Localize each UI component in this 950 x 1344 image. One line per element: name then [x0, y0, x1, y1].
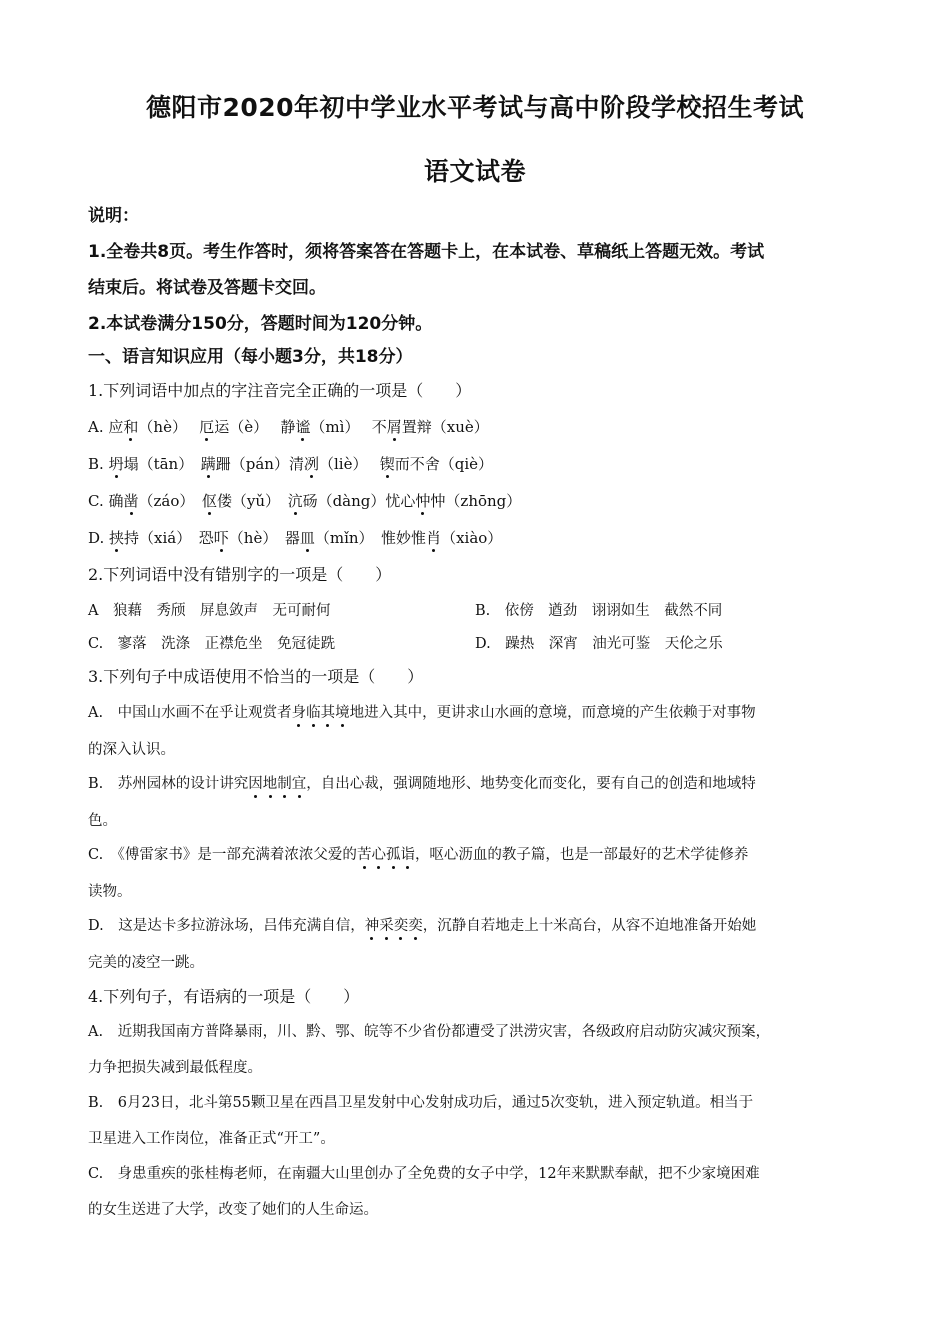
- question-4-stem: 4.下列句子，有语病的一项是（ ）: [88, 987, 360, 1006]
- word-part: （mì）: [310, 418, 372, 436]
- word-part: 运（è）: [214, 418, 281, 436]
- question-1-stem: 1.下列词语中加点的字注音完全正确的一项是（ ）: [88, 381, 472, 400]
- question-4-option-b: B. 6月23日，北斗第55颗卫星在西昌卫星发射中心发射成功后，通过5次变轨，进入预定轨道。相当于: [88, 1095, 754, 1111]
- dotted-char: 苦: [356, 847, 372, 863]
- dotted-char: 诣: [400, 847, 415, 863]
- dotted-char: 其: [320, 705, 336, 721]
- word-part: 砀（dàng）: [302, 492, 386, 510]
- option-d-text-pre: D. 这是达卡多拉游泳场，吕伟充满自信，: [88, 918, 365, 934]
- question-4-option-a-line-2: 力争把损失减到最低程度。: [88, 1060, 262, 1076]
- question-3-option-a: [88, 703, 756, 723]
- dotted-char: 境: [335, 705, 350, 721]
- question-3-option-d-line-2: 完美的凌空一跳。: [88, 955, 204, 971]
- dotted-char: 伛: [201, 492, 217, 510]
- option-c-text-post: ，呕心沥血的教子篇，也是一部最好的艺术学徒修养: [414, 847, 749, 863]
- exam-title: 德阳市2020年初中学业水平考试与高中阶段学校招生考试: [145, 93, 805, 122]
- word-part: （liè）: [318, 455, 380, 473]
- word-part: 塌（tān）: [123, 455, 201, 473]
- word-part: 恐: [198, 529, 214, 547]
- dotted-char: 坍: [108, 455, 124, 473]
- word-part: 静: [280, 418, 296, 436]
- question-4-option-c: C. 身患重疾的张桂梅老师，在南疆大山里创办了全免费的女子中学，12年来默默奉献，把不少家境困难: [88, 1166, 760, 1182]
- question-3-option-b-line-2: 色。: [88, 813, 117, 829]
- dotted-char: 皿: [299, 529, 315, 547]
- word-part: 忧心: [385, 492, 416, 510]
- question-3-stem: 3.下列句子中成语使用不恰当的一项是（ ）: [88, 667, 424, 686]
- question-1-option-d: [88, 528, 502, 548]
- question-2-option-d: D. 躁热 深宵 油光可鉴 天伦之乐: [475, 636, 723, 652]
- word-part: （mǐn）: [314, 529, 382, 547]
- word-part: 清: [288, 455, 304, 473]
- dotted-char: 吓: [213, 529, 229, 547]
- notes-item-1-line-2: 结束后。将试卷及答题卡交回。: [88, 278, 326, 298]
- word-part: 惟妙惟: [381, 529, 427, 547]
- dotted-char: 身: [291, 705, 307, 721]
- word-part: 确: [108, 492, 124, 510]
- dotted-char: 临: [306, 705, 321, 721]
- word-part: 器: [284, 529, 300, 547]
- dotted-char: 宜: [291, 776, 307, 792]
- dotted-char: 奕: [393, 918, 409, 934]
- option-d-text-post: ，沉静自若地走上十米高台，从容不迫地准备开始她: [422, 918, 757, 934]
- question-4-option-b-line-2: 卫星进入工作岗位，准备正式“开工”。: [88, 1131, 335, 1147]
- word-part: （hè）: [138, 418, 200, 436]
- option-label: A.: [88, 418, 109, 436]
- option-a-text-post: 地进入其中，更讲求山水画的意境，而意境的产生依赖于对事物: [349, 705, 756, 721]
- question-3-option-a-line-2: 的深入认识。: [88, 742, 175, 758]
- dotted-char: 神: [364, 918, 380, 934]
- dotted-char: 孤: [385, 847, 401, 863]
- dotted-char: 制: [277, 776, 292, 792]
- option-c-text-pre: C. 《傅雷家书》是一部充满着浓浓父爱的: [88, 847, 357, 863]
- dotted-char: 因: [248, 776, 263, 792]
- question-3-option-d: [88, 916, 756, 936]
- question-2-stem: 2.下列词语中没有错别字的一项是（ ）: [88, 565, 392, 584]
- word-part: （záo）: [138, 492, 202, 510]
- question-3-option-c: [88, 845, 748, 865]
- word-part: （hè）: [228, 529, 285, 547]
- dotted-char: 地: [262, 776, 278, 792]
- exam-subtitle: 语文试卷: [423, 157, 526, 186]
- dotted-char: 锲: [379, 455, 395, 473]
- dotted-char: 忡: [415, 492, 431, 510]
- dotted-char: 挟: [109, 529, 125, 547]
- question-1-option-a: [88, 417, 489, 437]
- option-label: C.: [88, 492, 109, 510]
- question-4-option-c-line-2: 的女生送进了大学，改变了她们的人生命运。: [88, 1202, 378, 1218]
- dotted-char: 采: [379, 918, 394, 934]
- word-part: 偻（yǔ）: [216, 492, 288, 510]
- word-part: 而不舍（qiè）: [394, 455, 494, 473]
- word-part: 应: [108, 418, 124, 436]
- section-1-heading: 一、语言知识应用（每小题3分，共18分）: [88, 347, 413, 367]
- question-1-option-b: [88, 454, 493, 474]
- dotted-char: 蹒: [200, 455, 216, 473]
- dotted-char: 奕: [408, 918, 423, 934]
- word-part: 跚（pán）: [215, 455, 289, 473]
- notes-item-1-line-1: 1.全卷共8页。考生作答时，须将答案答在答题卡上，在本试卷、草稿纸上答题无效。考试: [88, 242, 765, 262]
- question-2-option-a: A 狼藉 秀颀 屏息敛声 无可耐何: [88, 603, 331, 619]
- word-part: （xiào）: [441, 529, 503, 547]
- question-2-option-c: C. 寥落 洗涤 正襟危坐 免冠徒跣: [88, 636, 336, 652]
- option-b-text-pre: B. 苏州园林的设计讲究: [88, 776, 249, 792]
- word-part: 置辩（xuè）: [401, 418, 489, 436]
- question-3-option-b: [88, 774, 756, 794]
- option-b-text-post: ，自出心裁，强调随地形、地势变化而变化，要有自己的创造和地域特: [306, 776, 756, 792]
- word-part: 不: [371, 418, 387, 436]
- dotted-char: 谧: [295, 418, 311, 436]
- option-label: D.: [88, 529, 110, 547]
- question-1-option-c: [88, 491, 521, 511]
- dotted-char: 和: [123, 418, 139, 436]
- word-part: 持（xiá）: [124, 529, 199, 547]
- notes-heading: 说明：: [88, 206, 139, 226]
- dotted-char: 厄: [199, 418, 215, 436]
- question-3-option-c-line-2: 读物。: [88, 884, 132, 900]
- dotted-char: 冽: [303, 455, 319, 473]
- option-a-text-pre: A. 中国山水画不在乎让观赏者: [88, 705, 292, 721]
- question-4-option-a: A. 近期我国南方普降暴雨，川、黔、鄂、皖等不少省份都遭受了洪涝灾害，各级政府启动防灾减灾预案，: [88, 1024, 771, 1040]
- dotted-char: 心: [371, 847, 386, 863]
- dotted-char: 凿: [123, 492, 139, 510]
- option-label: B.: [88, 455, 109, 473]
- dotted-char: 沆: [287, 492, 303, 510]
- word-part: 忡（zhōng）: [430, 492, 522, 510]
- dotted-char: 屑: [386, 418, 402, 436]
- notes-item-2: 2.本试卷满分150分，答题时间为120分钟。: [88, 314, 433, 334]
- question-2-option-b: B. 依傍 遒劲 诩诩如生 截然不同: [475, 603, 723, 619]
- dotted-char: 肖: [426, 529, 442, 547]
